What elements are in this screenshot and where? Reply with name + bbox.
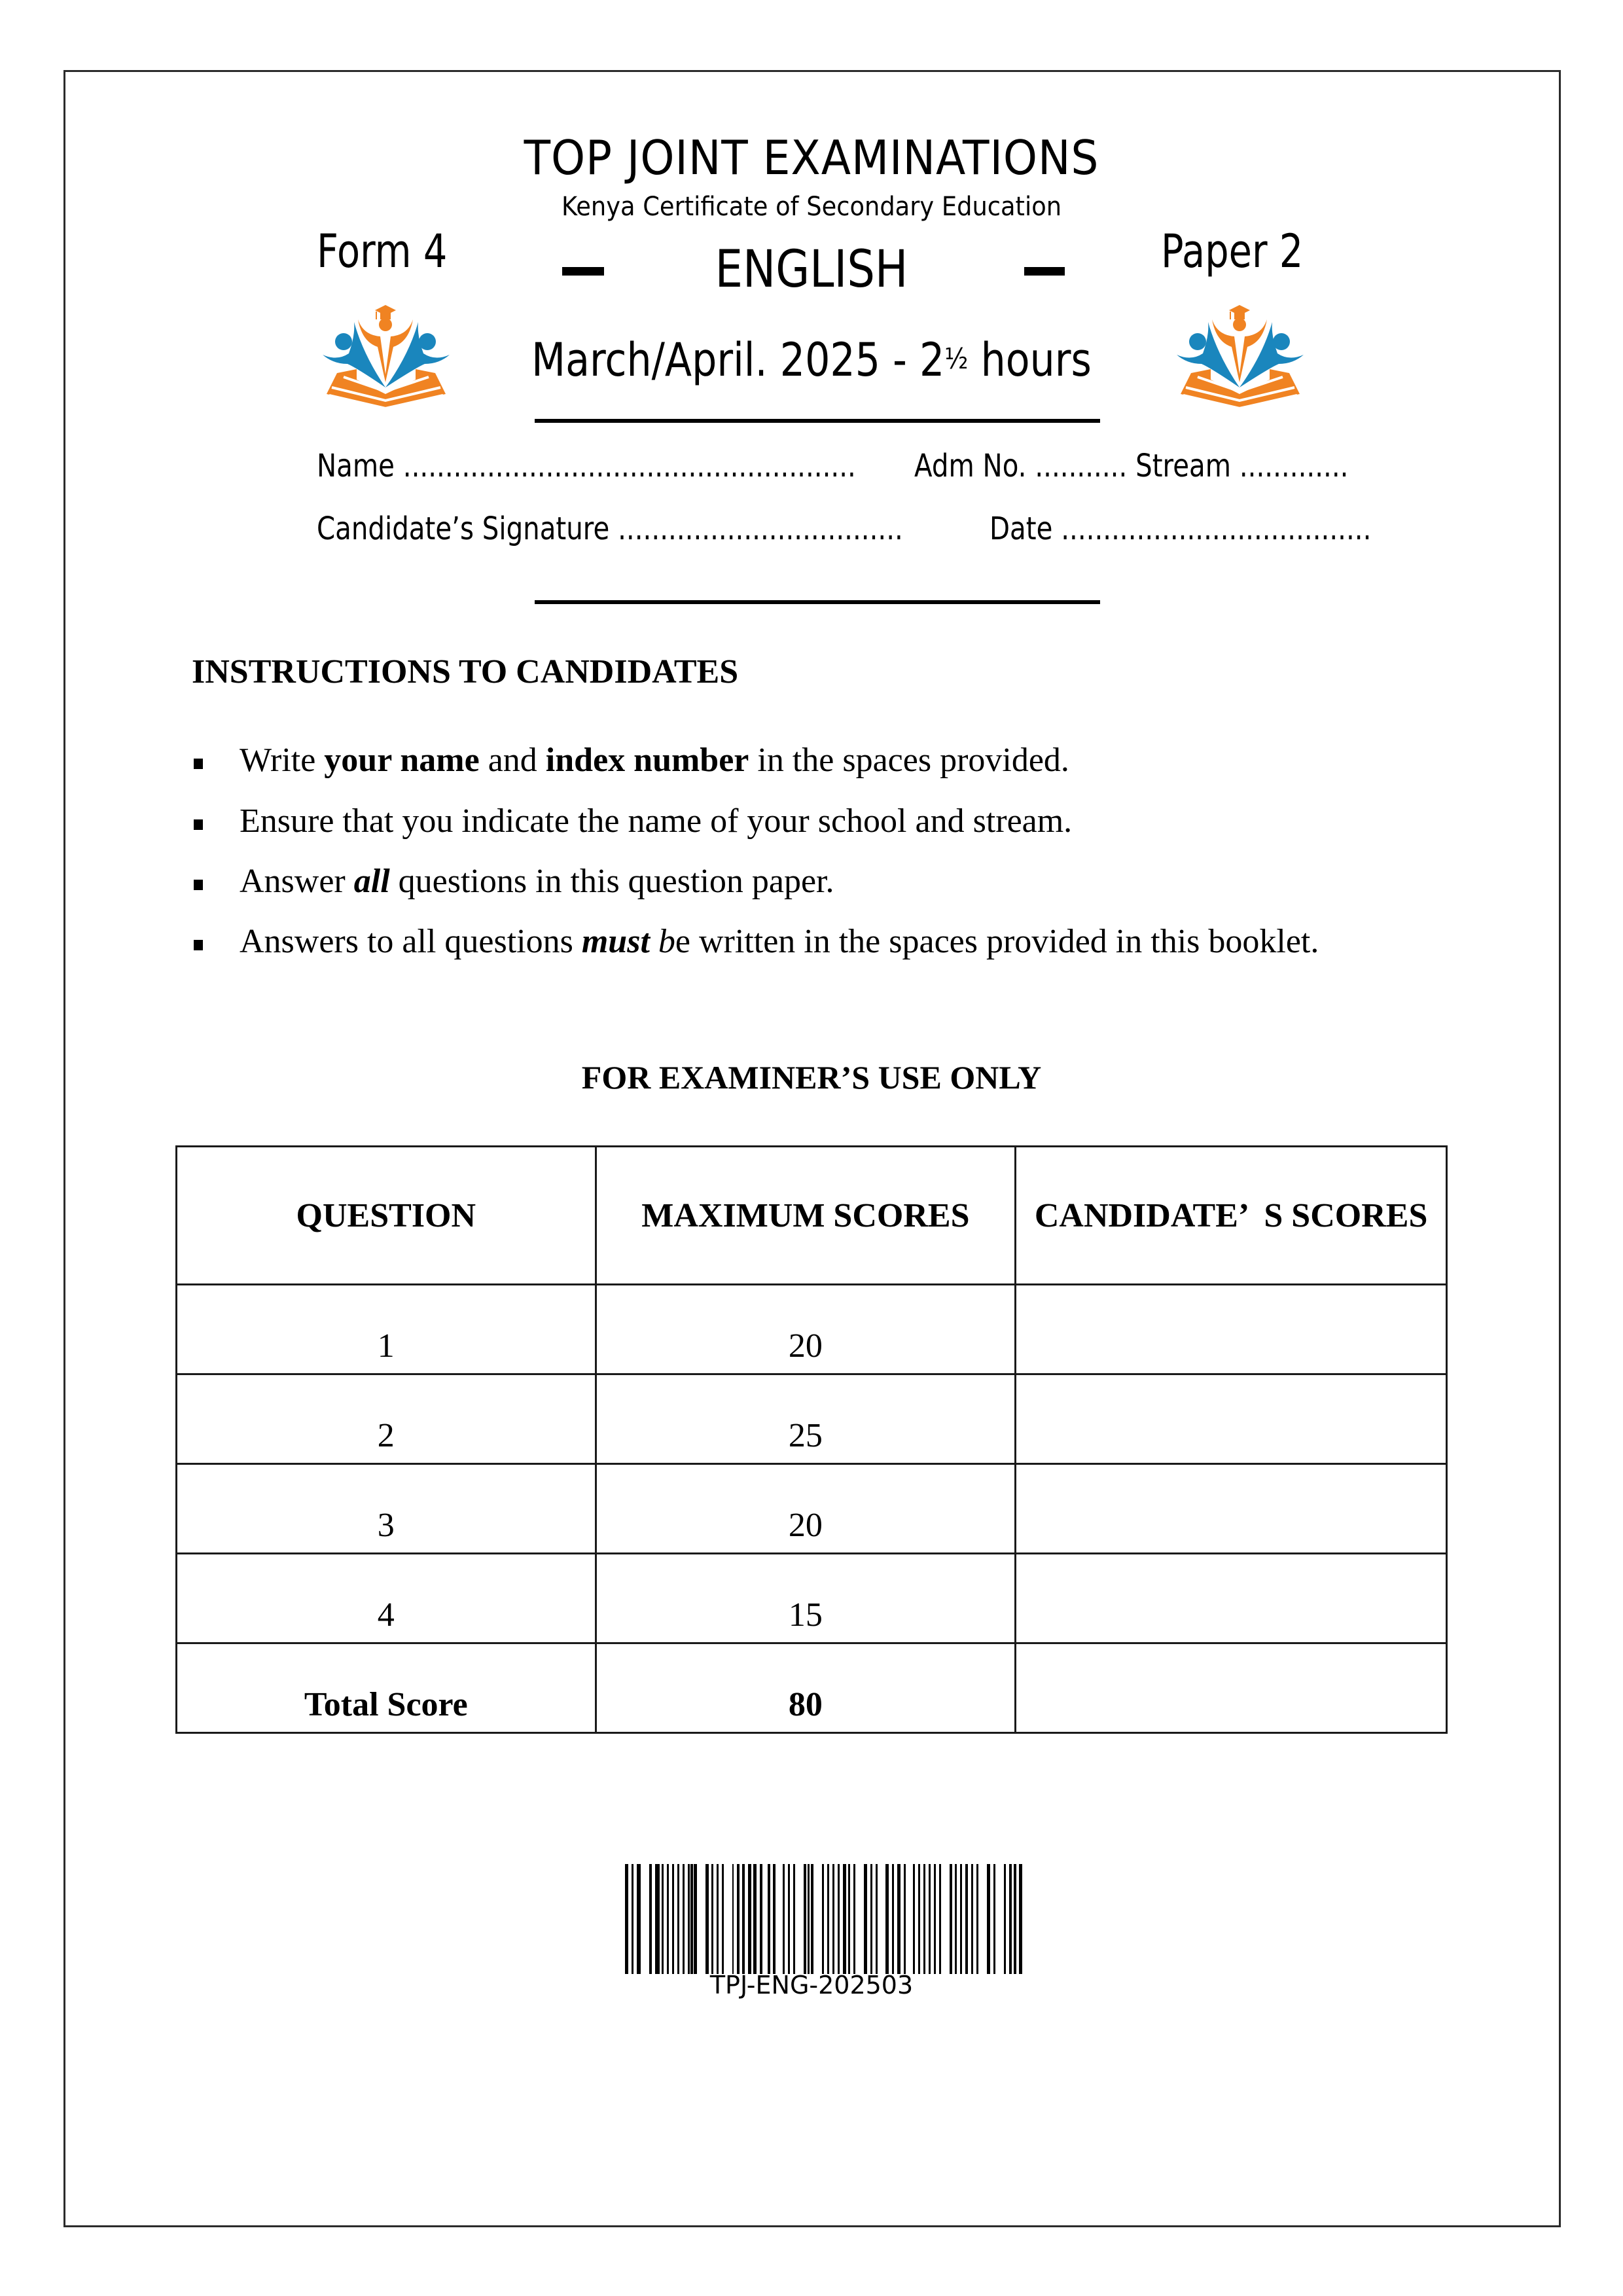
max-score: 15 [596, 1554, 1016, 1643]
duration-fraction: ½ [944, 343, 969, 376]
instruction-item: Write your name and index number in the spaces provided. [240, 742, 1069, 779]
date-dots[interactable]: ..................................... [1061, 511, 1372, 547]
adm-label: Adm No. [914, 448, 1027, 484]
signature-label: Candidate’s Signature [317, 511, 610, 547]
column-header-candidate-scores: CANDIDATE’ S SCORES [1016, 1147, 1447, 1285]
question-number: 1 [177, 1285, 596, 1374]
dash-right [1024, 267, 1065, 276]
question-number: 4 [177, 1554, 596, 1643]
bullet-icon [194, 940, 203, 950]
max-score: 25 [596, 1374, 1016, 1464]
max-score: 20 [596, 1285, 1016, 1374]
duration-unit: hours [968, 332, 1092, 387]
adm-no-field[interactable] [914, 446, 1348, 486]
date-field[interactable] [990, 509, 1371, 548]
max-score: 20 [596, 1464, 1016, 1554]
total-label: Total Score [177, 1643, 596, 1733]
examiner-heading: FOR EXAMINER’S USE ONLY [581, 1059, 1042, 1096]
scores-table [175, 1145, 1448, 1734]
date-label: Date [990, 511, 1053, 547]
total-row [177, 1643, 1447, 1733]
candidate-score-cell[interactable] [1016, 1285, 1447, 1374]
candidate-score-cell[interactable] [1016, 1374, 1447, 1464]
exam-session: March/April. 2025 - 2 [531, 332, 945, 387]
table-row [177, 1285, 1447, 1374]
org-title: TOP JOINT EXAMINATIONS [524, 130, 1099, 185]
paper-label: Paper 2 [1161, 224, 1304, 278]
instructions-heading: INSTRUCTIONS TO CANDIDATES [192, 653, 739, 691]
name-dots[interactable]: ...................................................... [402, 448, 856, 484]
candidate-score-cell[interactable] [1016, 1554, 1447, 1643]
stream-dots[interactable]: ............. [1239, 448, 1349, 484]
header-rule-top [535, 419, 1100, 423]
signature-field[interactable] [317, 509, 903, 548]
candidate-score-cell[interactable] [1016, 1464, 1447, 1554]
table-row [177, 1464, 1447, 1554]
form-label: Form 4 [317, 224, 448, 278]
table-header-row [177, 1147, 1447, 1285]
column-header-question: QUESTION [177, 1147, 596, 1285]
column-header-max-scores: MAXIMUM SCORES [596, 1147, 1016, 1285]
barcode-code: TPJ-ENG-202503 [709, 1971, 914, 2000]
barcode-icon [625, 1864, 1026, 1974]
stream-label: Stream [1135, 448, 1232, 484]
subject-title: ENGLISH [715, 240, 908, 299]
exam-subtitle: Kenya Certificate of Secondary Education [561, 192, 1062, 222]
exam-session-duration [114, 331, 1510, 388]
adm-dots[interactable]: ........... [1035, 448, 1128, 484]
table-row [177, 1554, 1447, 1643]
name-label: Name [317, 448, 395, 484]
bullet-icon [194, 880, 203, 890]
instruction-item: Ensure that you indicate the name of your school and stream. [240, 802, 1073, 840]
question-number: 2 [177, 1374, 596, 1464]
table-row [177, 1374, 1447, 1464]
instruction-item: Answer all questions in this question paper. [240, 863, 834, 900]
name-field[interactable] [317, 446, 856, 486]
total-max-score: 80 [596, 1643, 1016, 1733]
instruction-item: Answers to all questions must be written in the spaces provided in this booklet. [240, 923, 1319, 960]
signature-dots[interactable]: .................................. [618, 511, 903, 547]
question-number: 3 [177, 1464, 596, 1554]
header-rule-bottom [535, 600, 1100, 604]
bullet-icon [194, 819, 203, 830]
bullet-icon [194, 759, 203, 769]
total-candidate-score-cell[interactable] [1016, 1643, 1447, 1733]
